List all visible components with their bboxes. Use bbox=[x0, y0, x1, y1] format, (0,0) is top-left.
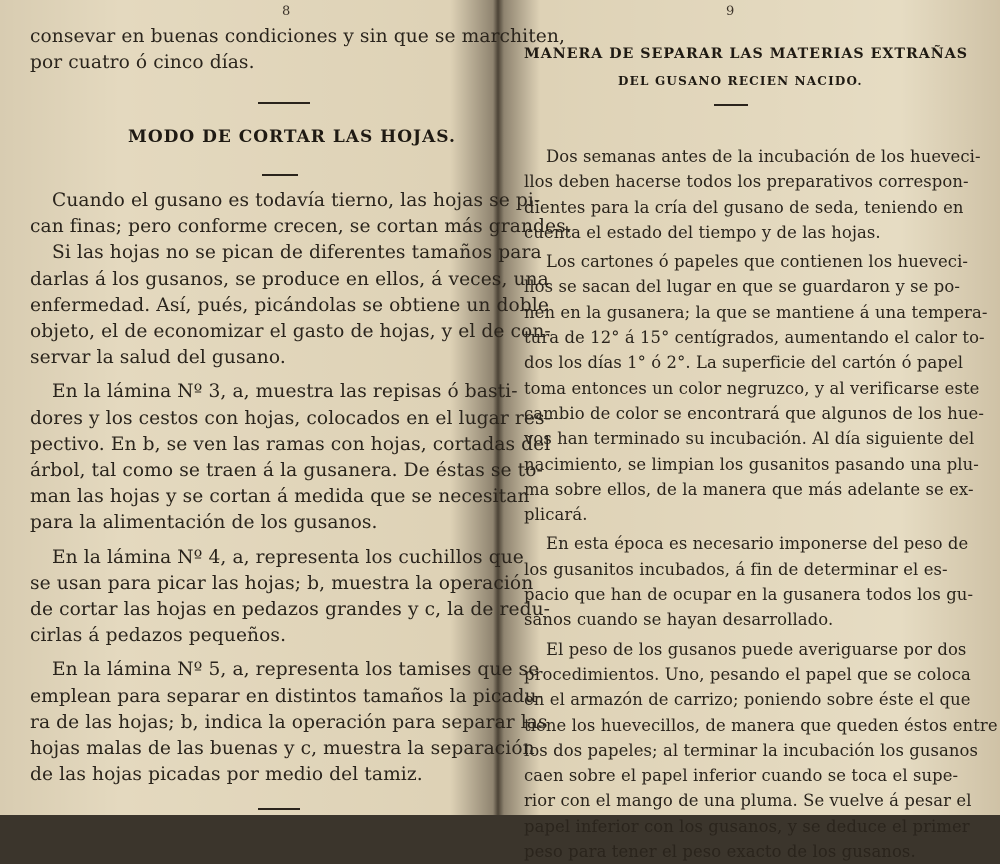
text-line: peso para tener el peso exacto de los gusanos. bbox=[524, 842, 916, 862]
text-line: cuenta el estado del tiempo y de las hojas. bbox=[524, 222, 881, 242]
text-line: los dos papeles; al terminar la incubación los gusanos bbox=[524, 740, 979, 760]
text-line: El peso de los gusanos puede averiguarse por dos bbox=[546, 639, 967, 659]
text-line: cirlas á pedazos pequeños. bbox=[30, 625, 287, 647]
text-line: llos deben hacerse todos los preparativos correspon- bbox=[524, 172, 969, 192]
text-line: de las hojas picadas por medio del tamiz. bbox=[30, 764, 423, 786]
text-line: los gusanitos incubados, á fin de determinar el es- bbox=[524, 559, 948, 579]
text-line: dos los días 1° ó 2°. La superficie del cartón ó papel bbox=[524, 353, 964, 373]
text-line: Si las hojas no se pican de diferentes tamaños para bbox=[52, 242, 542, 264]
text-line: dores y los cestos con hojas, colocados en el lugar res- bbox=[30, 407, 551, 429]
text-line: se usan para picar las hojas; b, muestra la operación bbox=[30, 572, 534, 594]
page-number-right: 9 bbox=[726, 4, 735, 19]
heading-underline bbox=[714, 104, 748, 106]
text-line: En la lámina Nº 5, a, representa los tamises que se bbox=[52, 659, 540, 681]
bottom-divider bbox=[258, 808, 300, 810]
text-line: consevar en buenas condiciones y sin que se marchiten, bbox=[30, 26, 565, 47]
page-number-left: 8 bbox=[282, 4, 291, 19]
text-line: man las hojas y se cortan á medida que se necesitan bbox=[30, 486, 530, 508]
text-line: Dos semanas antes de la incubación de los hueveci- bbox=[546, 147, 981, 166]
text-line: por cuatro ó cinco días. bbox=[30, 52, 255, 74]
text-line: papel inferior con los gusanos, y se deduce el primer bbox=[524, 816, 970, 836]
text-line: plicará. bbox=[524, 505, 588, 525]
text-line: dientes para la cría del gusano de seda, teniendo en bbox=[524, 197, 964, 217]
text-line: sanos cuando se hayan desarrollado. bbox=[524, 610, 834, 630]
section-heading-right: MANERA DE SEPARAR LAS MATERIAS EXTRAÑAS bbox=[524, 46, 969, 62]
text-line: ra de las hojas; b, indica la operación para separar las bbox=[30, 711, 548, 733]
text-line: rior con el mango de una pluma. Se vuelve á pesar el bbox=[524, 791, 972, 811]
text-line: objeto, el de economizar el gasto de hojas, y el de con- bbox=[30, 321, 551, 343]
text-line: en el armazón de carrizo; poniendo sobre éste el que bbox=[524, 690, 971, 710]
right-page bbox=[500, 0, 1000, 862]
text-line: En esta época es necesario imponerse del peso de bbox=[546, 534, 969, 554]
text-line: nacimiento, se limpian los gusanitos pasando una plu- bbox=[524, 454, 979, 474]
text-line: árbol, tal como se traen á la gusanera. De éstas se to- bbox=[30, 460, 543, 482]
text-line: llos se sacan del lugar en que se guardaron y se po- bbox=[524, 277, 960, 297]
text-line: vos han terminado su incubación. Al día siguiente del bbox=[524, 429, 975, 449]
text-line: cambio de color se encontrará que algunos de los hue- bbox=[524, 403, 984, 423]
text-line: procedimientos. Uno, pesando el papel que se coloca bbox=[524, 664, 971, 684]
text-line: para la alimentación de los gusanos. bbox=[30, 512, 378, 534]
text-line: can finas; pero conforme crecen, se cortan más grandes. bbox=[30, 216, 572, 238]
text-line: enfermedad. Así, pués, picándolas se obtiene un doble bbox=[30, 294, 549, 316]
text-line: pectivo. En b, se ven las ramas con hojas, cortadas del bbox=[30, 433, 551, 455]
text-line: En la lámina Nº 4, a, representa los cuchillos que bbox=[52, 546, 524, 568]
text-line: de cortar las hojas en pedazos grandes y c, la de redu- bbox=[30, 599, 551, 621]
section-divider bbox=[258, 102, 310, 104]
text-line: En la lámina Nº 3, a, muestra las repisas ó basti- bbox=[52, 381, 518, 403]
heading-underline bbox=[262, 174, 298, 176]
text-line: pacio que han de ocupar en la gusanera todos los gu- bbox=[524, 585, 974, 605]
text-line: tiene los huevecillos, de manera que queden éstos entre bbox=[524, 715, 998, 735]
text-line: hojas malas de las buenas y c, muestra la separación bbox=[30, 738, 535, 760]
text-line: caen sobre el papel inferior cuando se toca el supe- bbox=[524, 766, 959, 786]
text-line: Cuando el gusano es todavía tierno, las hojas se pi- bbox=[52, 190, 541, 211]
section-heading-left: MODO DE CORTAR LAS HOJAS. bbox=[128, 127, 456, 147]
text-line: nen en la gusanera; la que se mantiene á una tempera- bbox=[524, 302, 988, 322]
text-line: Los cartones ó papeles que contienen los hueveci- bbox=[546, 252, 969, 272]
text-line: emplean para separar en distintos tamaños la picadu- bbox=[30, 685, 543, 707]
section-subheading-right: DEL GUSANO RECIEN NACIDO. bbox=[618, 74, 863, 88]
right-body bbox=[524, 144, 998, 864]
left-intro bbox=[30, 24, 565, 76]
text-line: ma sobre ellos, de la manera que más adelante se ex- bbox=[524, 479, 974, 499]
text-line: servar la salud del gusano. bbox=[30, 347, 286, 369]
text-line: toma entonces un color negruzco, y al verificarse este bbox=[524, 378, 980, 398]
text-line: tura de 12° á 15° centígrados, aumentando el calor to- bbox=[524, 328, 985, 348]
text-line: darlas á los gusanos, se produce en ellos, á veces, una bbox=[30, 268, 549, 290]
